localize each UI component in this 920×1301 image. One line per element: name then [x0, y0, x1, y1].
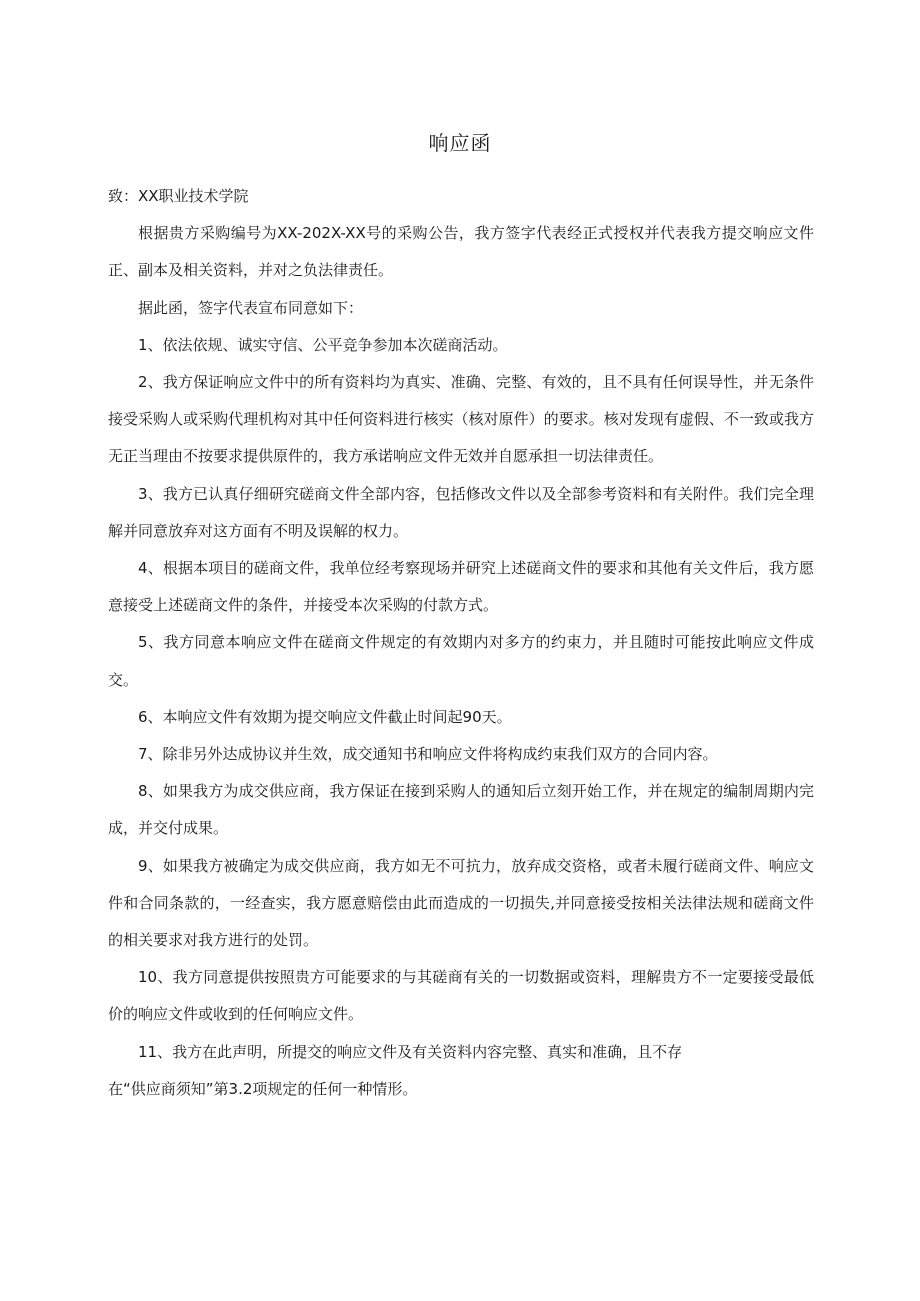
list-item: 3、我方已认真仔细研究磋商文件全部内容，包括修改文件以及全部参考资料和有关附件。我们完全理解并同意放弃对这方面有不明及误解的权力。	[108, 484, 814, 540]
list-item-11	[108, 1034, 814, 1071]
intro-paragraph: 根据贵方采购编号为XX-202X-XX号的采购公告，我方签字代表经正式授权并代表我方提交响应文件正、副本及相关资料，并对之负法律责任。	[108, 224, 814, 280]
list-item: 7、除非另外达成协议并生效，成交通知书和响应文件将构成约束我们双方的合同内容。	[138, 745, 718, 764]
list-item: 10、我方同意提供按照贵方可能要求的与其磋商有关的一切数据或资料，理解贵方不一定要接受最低价的响应文件或收到的任何响应文件。	[108, 968, 814, 1024]
statement-paragraph: 据此函，签字代表宣布同意如下：	[138, 298, 364, 317]
list-item-11-line-1: 11、我方在此声明，所提交的响应文件及有关资料内容完整、真实和准确，且不存	[138, 1042, 683, 1061]
document-title: 响应函	[428, 131, 492, 155]
list-item-11-continuation: 在“供应商须知”第3.2项规定的任何一种情形。	[108, 1079, 418, 1098]
list-item: 4、根据本项目的磋商文件，我单位经考察现场并研究上述磋商文件的要求和其他有关文件后，我方愿意接受上述磋商文件的条件，并接受本次采购的付款方式。	[108, 559, 814, 615]
recipient-line: 致：XX职业技术学院	[108, 187, 249, 205]
list-item: 8、如果我方为成交供应商，我方保证在接到采购人的通知后立刻开始工作，并在规定的编制周期内完成，并交付成果。	[108, 782, 814, 838]
document-body	[108, 178, 814, 1108]
list-item: 1、依法依规、诚实守信、公平竞争参加本次磋商活动。	[138, 335, 508, 354]
list-item: 5、我方同意本响应文件在磋商文件规定的有效期内对多方的约束力，并且随时可能按此响应文件成交。	[108, 633, 814, 689]
list-item: 2、我方保证响应文件中的所有资料均为真实、准确、完整、有效的，且不具有任何误导性，并无条件接受采购人或采购代理机构对其中任何资料进行核实（核对原件）的要求。核对发现有虚假、不一致或我方无正当理由不按要求提供原件的，我方承诺响应文件无效并自愿承担一切法律责任。	[108, 373, 814, 466]
list-item: 6、本响应文件有效期为提交响应文件截止时间起90天。	[138, 707, 512, 726]
list-item: 9、如果我方被确定为成交供应商，我方如无不可抗力，放弃成交资格，或者未履行磋商文件、响应文件和合同条款的，一经查实，我方愿意赔偿由此而造成的一切损失,并同意接受按相关法律法规和磋商文件的相关要求对我方进行的处罚。	[108, 856, 814, 950]
